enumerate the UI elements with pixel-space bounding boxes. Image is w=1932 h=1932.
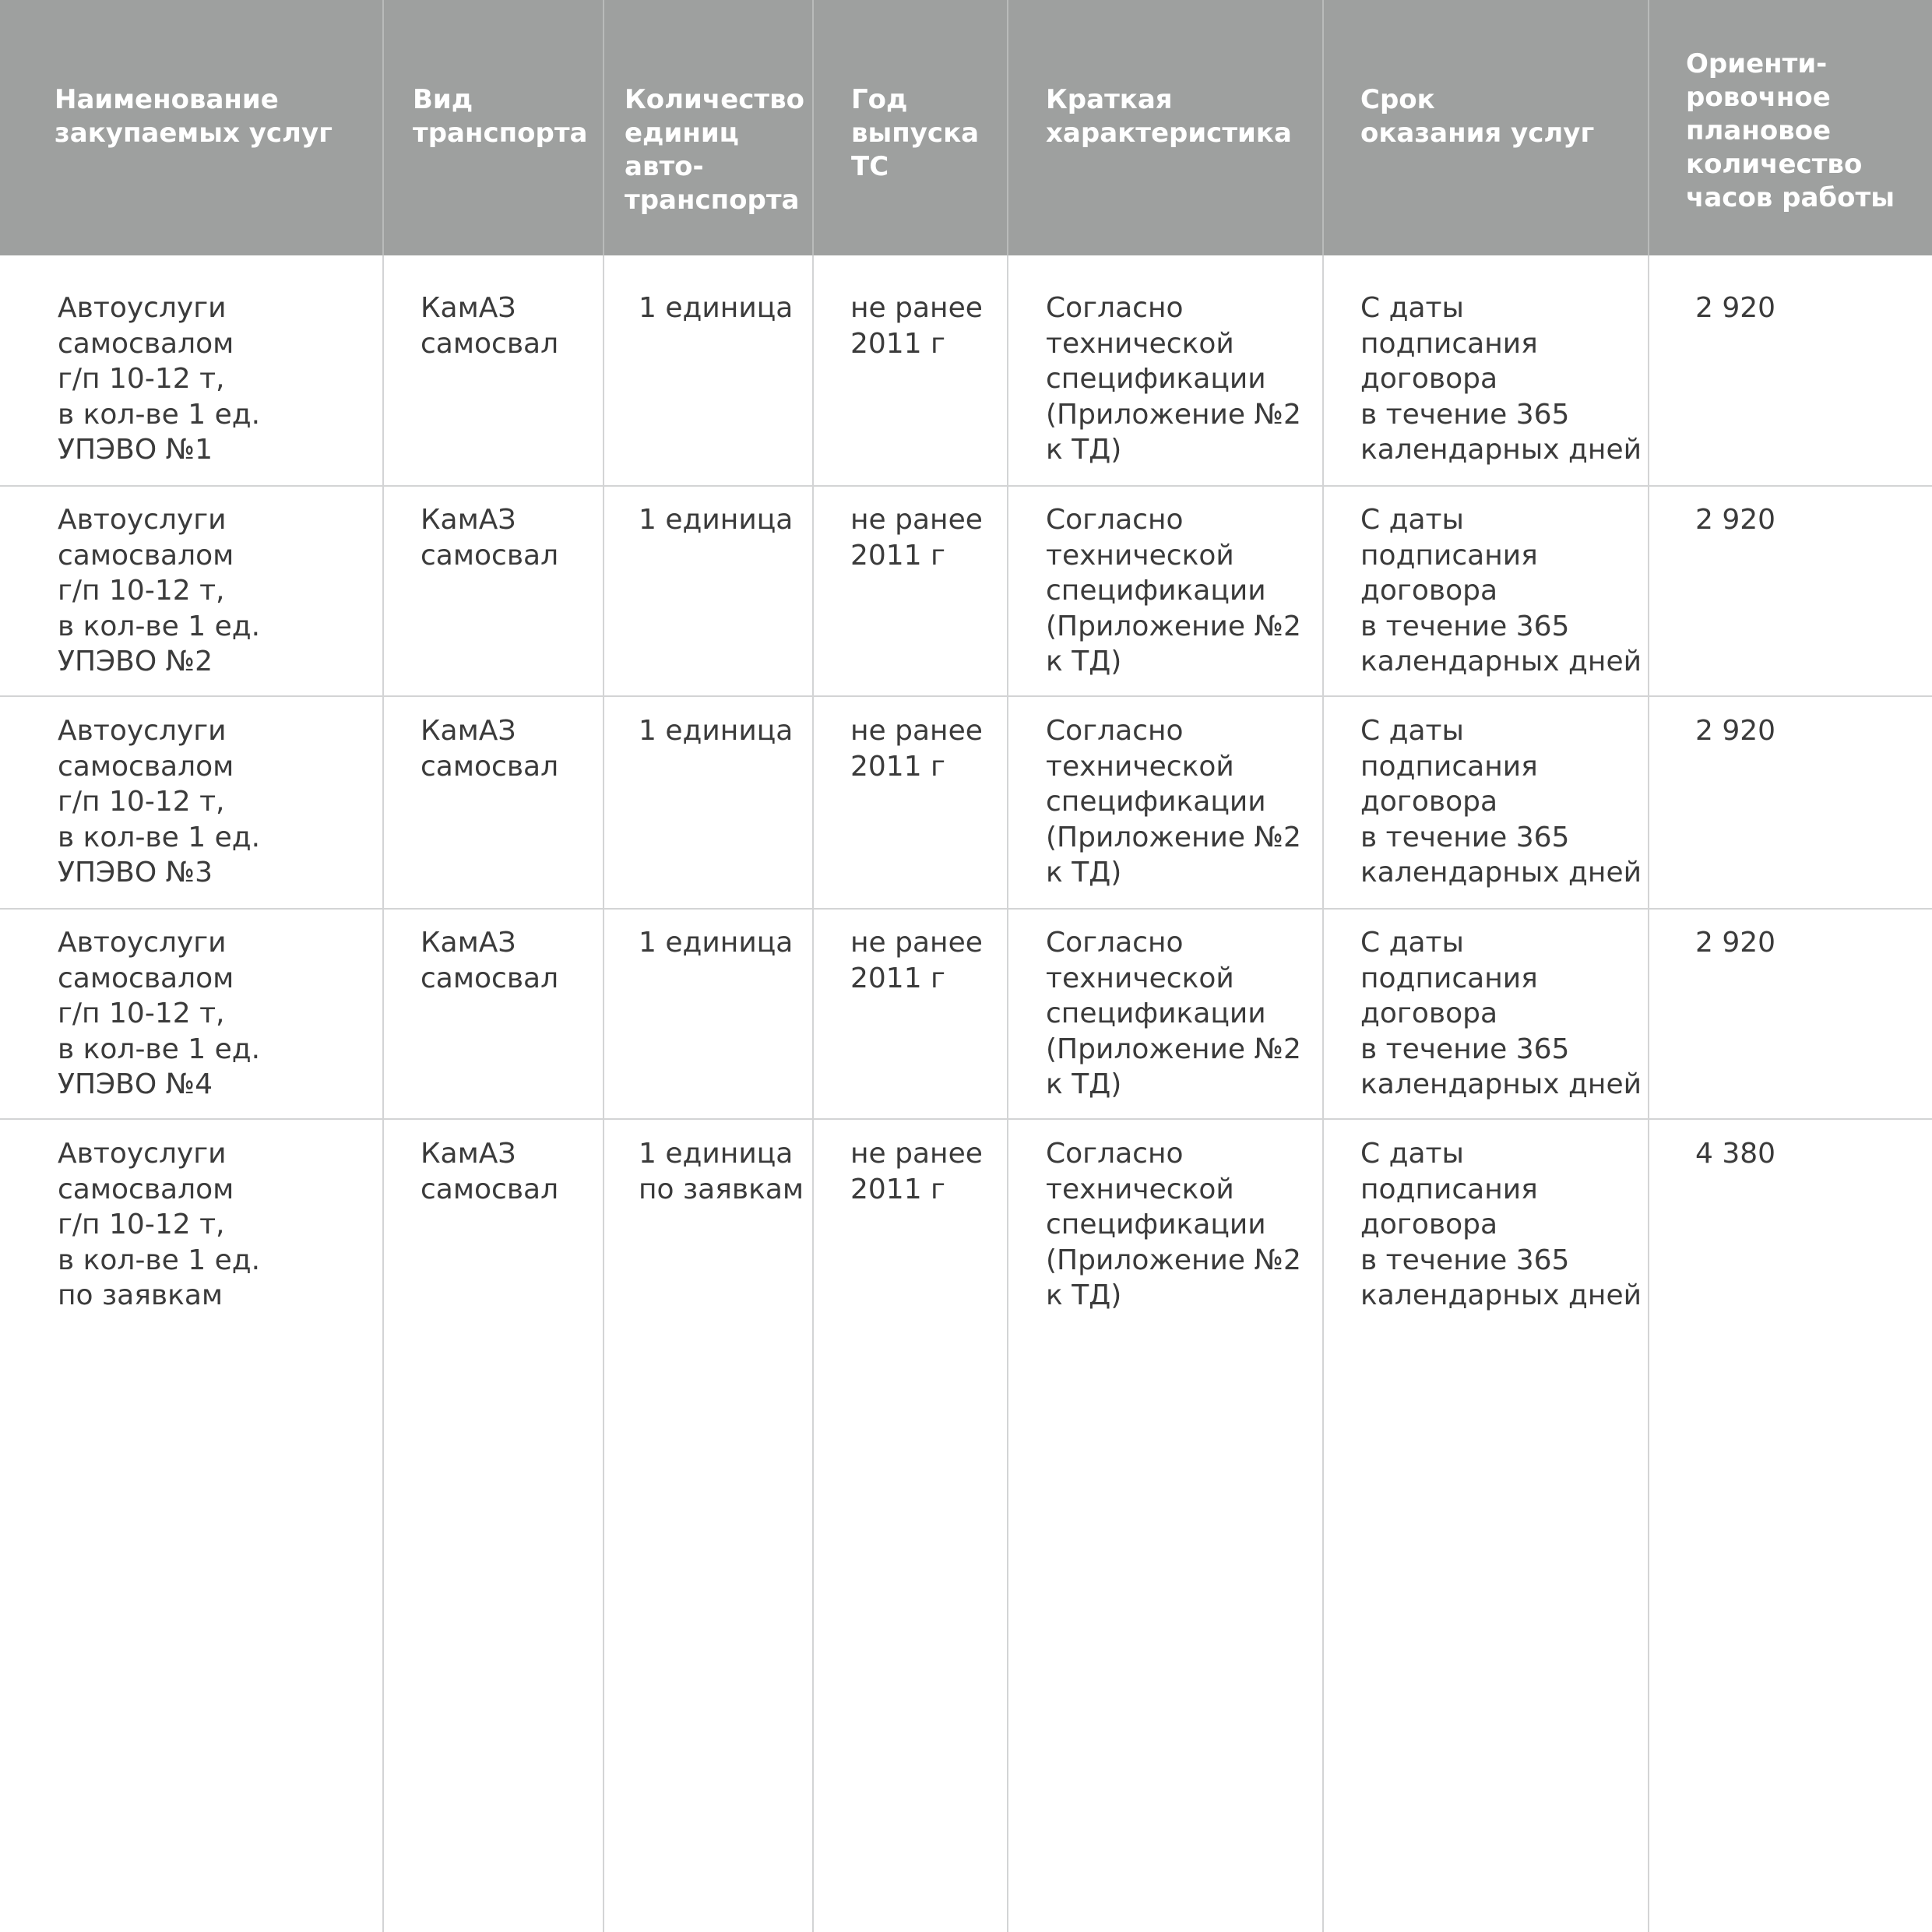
cell-quantity: 1 единица: [639, 927, 794, 959]
cell-transport: КамАЗ самосвал: [421, 715, 559, 783]
header-divider: [1007, 0, 1008, 255]
cell-year: не ранее 2011 г: [850, 504, 983, 572]
header-year: Год выпуска ТС: [851, 84, 980, 182]
cell-hours: 4 380: [1695, 1138, 1776, 1170]
cell-term: С даты подписания договора в течение 365 календарных дней: [1360, 715, 1642, 889]
header-transport: Вид транспорта: [413, 84, 588, 149]
header-divider: [812, 0, 814, 255]
column-divider: [812, 255, 814, 1932]
column-divider: [382, 255, 384, 1932]
cell-quantity: 1 единица: [639, 292, 794, 324]
header-term: Срок оказания услуг: [1360, 84, 1595, 149]
cell-year: не ранее 2011 г: [850, 927, 983, 994]
cell-term: С даты подписания договора в течение 365 календарных дней: [1360, 1138, 1642, 1311]
cell-term: С даты подписания договора в течение 365 календарных дней: [1360, 927, 1642, 1100]
cell-hours: 2 920: [1695, 715, 1776, 747]
cell-transport: КамАЗ самосвал: [421, 292, 559, 360]
row-divider: [0, 1118, 1932, 1120]
cell-hours: 2 920: [1695, 292, 1776, 324]
cell-service: Автоуслуги самосвалом г/п 10-12 т, в кол-ве 1 ед. УПЭВО №3: [58, 715, 261, 889]
header-divider: [1648, 0, 1649, 255]
cell-service: Автоуслуги самосвалом г/п 10-12 т, в кол-ве 1 ед. УПЭВО №4: [58, 927, 261, 1100]
cell-hours: 2 920: [1695, 927, 1776, 959]
column-divider: [603, 255, 604, 1932]
cell-transport: КамАЗ самосвал: [421, 504, 559, 572]
cell-description: Согласно технической спецификации (Приложение №2 к ТД): [1046, 292, 1301, 466]
cell-quantity: 1 единица по заявкам: [639, 1138, 804, 1205]
cell-service: Автоуслуги самосвалом г/п 10-12 т, в кол-ве 1 ед. УПЭВО №1: [58, 292, 261, 466]
cell-year: не ранее 2011 г: [850, 1138, 983, 1205]
header-divider: [382, 0, 384, 255]
header-hours: Ориенти- ровочное плановое количество часов работы: [1686, 48, 1895, 213]
cell-transport: КамАЗ самосвал: [421, 927, 559, 994]
cell-description: Согласно технической спецификации (Приложение №2 к ТД): [1046, 927, 1301, 1100]
cell-year: не ранее 2011 г: [850, 715, 983, 783]
cell-description: Согласно технической спецификации (Приложение №2 к ТД): [1046, 1138, 1301, 1311]
header-divider: [603, 0, 604, 255]
cell-term: С даты подписания договора в течение 365 календарных дней: [1360, 504, 1642, 677]
column-divider: [1322, 255, 1324, 1932]
header-description: Краткая характеристика: [1046, 84, 1292, 149]
cell-quantity: 1 единица: [639, 504, 794, 536]
column-divider: [1007, 255, 1008, 1932]
row-divider: [0, 695, 1932, 697]
cell-transport: КамАЗ самосвал: [421, 1138, 559, 1205]
row-divider: [0, 908, 1932, 910]
column-divider: [1648, 255, 1649, 1932]
row-divider: [0, 485, 1932, 487]
cell-service: Автоуслуги самосвалом г/п 10-12 т, в кол-ве 1 ед. по заявкам: [58, 1138, 261, 1311]
header-service: Наименование закупаемых услуг: [55, 84, 333, 149]
cell-hours: 2 920: [1695, 504, 1776, 536]
cell-term: С даты подписания договора в течение 365 календарных дней: [1360, 292, 1642, 466]
cell-year: не ранее 2011 г: [850, 292, 983, 360]
cell-description: Согласно технической спецификации (Приложение №2 к ТД): [1046, 504, 1301, 677]
cell-description: Согласно технической спецификации (Приложение №2 к ТД): [1046, 715, 1301, 889]
header-divider: [1322, 0, 1324, 255]
cell-service: Автоуслуги самосвалом г/п 10-12 т, в кол-ве 1 ед. УПЭВО №2: [58, 504, 261, 677]
header-quantity: Количество единиц авто- транспорта: [625, 84, 805, 216]
cell-quantity: 1 единица: [639, 715, 794, 747]
